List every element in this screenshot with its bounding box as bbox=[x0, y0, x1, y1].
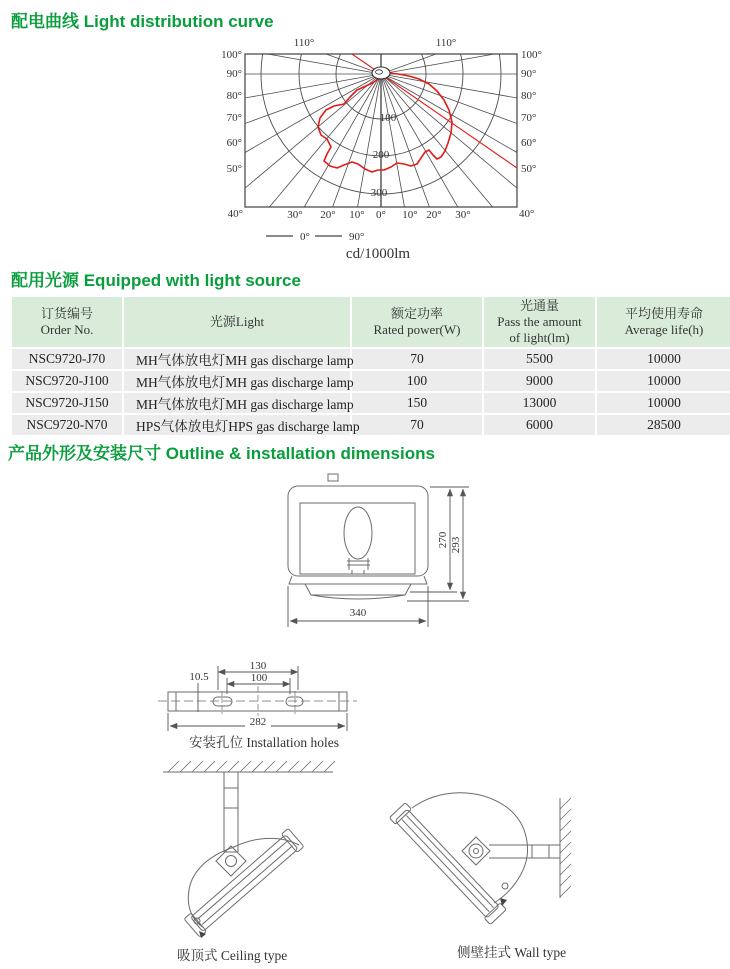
cell-power: 100 bbox=[352, 371, 482, 391]
installation-holes-drawing bbox=[158, 660, 357, 731]
cell-flux: 6000 bbox=[484, 415, 595, 435]
cell-order: NSC9720-J70 bbox=[12, 349, 122, 369]
col-header-rated-power bbox=[352, 297, 482, 347]
header-line: of light(lm) bbox=[509, 329, 570, 345]
cell-life: 28500 bbox=[597, 415, 730, 435]
angle-label: 30° bbox=[287, 209, 303, 221]
installation-holes-caption: 安装孔位 Installation holes bbox=[189, 735, 339, 750]
legend-label: 90° bbox=[349, 231, 365, 243]
housing-flange bbox=[289, 576, 427, 584]
cell-flux: 5500 bbox=[484, 349, 595, 369]
radius-label: 200 bbox=[372, 149, 390, 161]
angle-label: 80° bbox=[226, 90, 242, 102]
ceiling-mount-drawing bbox=[163, 761, 335, 938]
cell-order: NSC9720-N70 bbox=[12, 415, 122, 435]
header-line: Average life(h) bbox=[624, 321, 704, 337]
header-line: Rated power(W) bbox=[373, 321, 461, 337]
angle-label: 90° bbox=[521, 68, 537, 80]
angle-label: 0° bbox=[376, 209, 386, 221]
cell-life: 10000 bbox=[597, 393, 730, 413]
front-dimensions bbox=[288, 487, 469, 627]
dim-label-130: 130 bbox=[249, 660, 267, 672]
angle-label: 60° bbox=[521, 137, 537, 149]
dim-label-282: 282 bbox=[249, 716, 267, 728]
floodlight-body bbox=[188, 838, 299, 928]
angle-label: 60° bbox=[226, 137, 242, 149]
light-source-table bbox=[10, 295, 730, 437]
angle-label: 100° bbox=[221, 49, 242, 61]
chart-caption: cd/1000lm bbox=[345, 246, 411, 262]
header-line: Pass the amount bbox=[497, 313, 582, 329]
front-view-drawing bbox=[288, 474, 469, 627]
cell-power: 150 bbox=[352, 393, 482, 413]
table-row bbox=[12, 415, 730, 435]
angle-label: 50° bbox=[521, 163, 537, 175]
glass-frame bbox=[184, 828, 304, 937]
col-header-order-no bbox=[12, 297, 122, 347]
table-row bbox=[12, 349, 730, 369]
cell-power: 70 bbox=[352, 349, 482, 369]
header-line: Order No. bbox=[40, 321, 94, 337]
angle-label: 100° bbox=[521, 49, 542, 61]
dim-label-293: 293 bbox=[450, 536, 462, 554]
cell-life: 10000 bbox=[597, 371, 730, 391]
pivot-bolt bbox=[226, 856, 237, 867]
angle-label: 10° bbox=[349, 209, 365, 221]
header-line: 平均使用寿命 bbox=[624, 305, 703, 321]
pivot-bolt bbox=[469, 844, 483, 858]
angle-label: 80° bbox=[521, 90, 537, 102]
table-row bbox=[12, 393, 730, 413]
glass-frame bbox=[389, 803, 506, 925]
header-line: 订货编号 bbox=[40, 305, 93, 321]
cell-source: HPS气体放电灯HPS gas discharge lamp bbox=[124, 415, 350, 435]
cell-flux: 13000 bbox=[484, 393, 595, 413]
cell-order: NSC9720-J100 bbox=[12, 371, 122, 391]
bracket-plate bbox=[168, 692, 347, 711]
dim-label-100: 100 bbox=[250, 672, 268, 684]
top-knob bbox=[328, 474, 338, 481]
cell-order: NSC9720-J150 bbox=[12, 393, 122, 413]
pivot-bracket bbox=[216, 846, 246, 876]
mount-slot bbox=[286, 697, 303, 706]
pivot-bracket bbox=[462, 837, 490, 865]
angle-label: 40° bbox=[227, 208, 243, 220]
cell-life: 10000 bbox=[597, 349, 730, 369]
cell-flux: 9000 bbox=[484, 371, 595, 391]
table-header-row bbox=[12, 297, 730, 347]
radius-label: 100 bbox=[379, 112, 397, 124]
housing-outline bbox=[288, 486, 428, 576]
angle-label: 90° bbox=[226, 68, 242, 80]
table-row bbox=[12, 371, 730, 391]
angle-label: 30° bbox=[455, 209, 471, 221]
dim-label-10-5: 10.5 bbox=[189, 671, 209, 683]
dim-label-270: 270 bbox=[437, 531, 449, 549]
header-line: 光源Light bbox=[209, 313, 265, 329]
header-line: 光通量 bbox=[519, 298, 559, 313]
mount-slot bbox=[213, 697, 232, 706]
angle-label: 20° bbox=[426, 209, 442, 221]
ceiling-hatch bbox=[168, 761, 335, 772]
chart-legend bbox=[266, 231, 364, 243]
header-line: 额定功率 bbox=[390, 305, 443, 321]
angle-label: 40° bbox=[519, 208, 535, 220]
angle-label: 50° bbox=[226, 163, 242, 175]
angle-label: 110° bbox=[293, 37, 315, 49]
lamp-icon bbox=[372, 67, 390, 79]
adjust-knob bbox=[194, 918, 200, 924]
cell-source: MH气体放电灯MH gas discharge lamp bbox=[124, 349, 350, 369]
table-header bbox=[12, 297, 730, 347]
lamp-bulb bbox=[344, 507, 372, 574]
dim-label-340: 340 bbox=[349, 607, 367, 619]
glass-opening bbox=[300, 503, 415, 574]
wall-type-caption: 侧壁挂式 Wall type bbox=[457, 945, 567, 960]
col-header-average-life bbox=[597, 297, 730, 347]
angle-label: 70° bbox=[521, 112, 537, 124]
wall-mount-drawing bbox=[389, 793, 571, 925]
cell-source: MH气体放电灯MH gas discharge lamp bbox=[124, 393, 350, 413]
section-title-distribution-curve: 配电曲线 Light distribution curve bbox=[11, 12, 274, 31]
col-header-light-source bbox=[124, 297, 350, 347]
angle-label: 10° bbox=[402, 209, 418, 221]
angle-label: 110° bbox=[435, 37, 457, 49]
visor bbox=[305, 584, 411, 595]
ceiling-type-caption: 吸顶式 Ceiling type bbox=[177, 948, 288, 963]
pointer-mark bbox=[500, 898, 507, 906]
section-title-light-source: 配用光源 Equipped with light source bbox=[11, 271, 301, 290]
angle-label: 70° bbox=[226, 112, 242, 124]
col-header-luminous-flux bbox=[484, 297, 595, 347]
wall-hatch bbox=[560, 798, 571, 897]
section-title-outline-dimensions: 产品外形及安装尺寸 Outline & installation dimensions bbox=[8, 444, 435, 463]
legend-label: 0° bbox=[300, 231, 310, 243]
visor-arc bbox=[311, 595, 405, 599]
cell-power: 70 bbox=[352, 415, 482, 435]
angle-label: 20° bbox=[320, 209, 336, 221]
cell-source: MH气体放电灯MH gas discharge lamp bbox=[124, 371, 350, 391]
adjust-knob bbox=[502, 883, 508, 889]
radius-label: 300 bbox=[370, 187, 388, 199]
